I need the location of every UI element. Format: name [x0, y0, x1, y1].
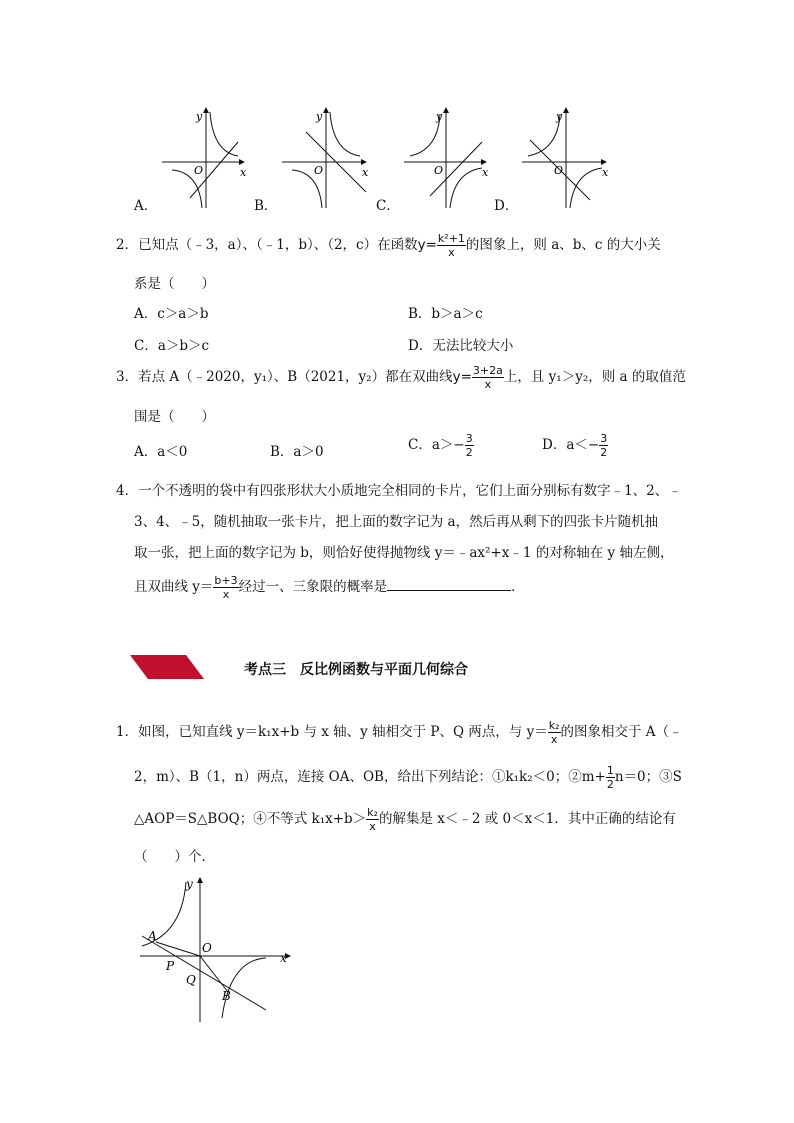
- q4-text-pre: 且双曲线 y＝: [134, 579, 214, 595]
- q5-line2: [134, 764, 682, 791]
- q4-line4: [134, 574, 525, 601]
- graph-a-y: y: [196, 110, 203, 123]
- q5-frac-num: k₂: [548, 719, 560, 732]
- q5-half-den: 2: [606, 778, 614, 791]
- q3-option-c-den: 2: [465, 446, 473, 459]
- q3-frac-num: 3+2a: [472, 364, 503, 377]
- figure-segment-oa: [156, 942, 200, 956]
- q5-line3-pre: △AOP＝S△BOQ；④不等式 k₁x+b＞: [134, 811, 367, 827]
- q3-option-c: [408, 432, 474, 459]
- figure-label-a: A: [148, 929, 157, 943]
- q5-line2-post: n＝0；③S: [614, 769, 682, 785]
- q2-line1: [116, 232, 661, 259]
- graph-c-x: x: [482, 166, 489, 179]
- q2-fraction: [437, 232, 466, 259]
- section-banner: [130, 655, 204, 679]
- q2-func-lhs: y=: [417, 237, 437, 253]
- q5-line2-pre: 2，m）、B（1，n）两点，连接 OA、OB，给出下列结论：①k₁k₂＜0；②m+: [134, 769, 606, 785]
- graph-c-y: y: [436, 110, 443, 123]
- q4-line2: 3、4、﹣5，随机抽取一张卡片，把上面的数字记为 a，然后再从剩下的四张卡片随机抽: [134, 514, 659, 530]
- figure-label-x: x: [280, 951, 287, 965]
- graph-c: [404, 108, 489, 208]
- figure-label-b: B: [222, 989, 231, 1003]
- q5-half-fraction: [606, 764, 615, 791]
- q2-option-a: A．c＞a＞b: [134, 306, 209, 322]
- q2-option-c: C．a＞b＞c: [134, 338, 210, 354]
- q5-frac2-num: k₂: [367, 806, 378, 819]
- q3-line2: 围是（ ）: [134, 409, 215, 425]
- graph-d-o: O: [554, 164, 564, 177]
- q5-text-post: 的图象相交于 A（﹣: [560, 724, 683, 740]
- graph-b-y: y: [316, 110, 323, 123]
- q3-option-c-num: 3: [465, 432, 473, 445]
- q2-option-b: B．b＞a＞c: [408, 306, 483, 322]
- q5-fraction-2: [366, 806, 379, 833]
- graph-a-x: x: [240, 166, 247, 179]
- q3-option-d-num: 3: [600, 432, 608, 445]
- q2-text-post: 的图象上，则 a、b、c 的大小关: [465, 237, 661, 253]
- figure-label-p: P: [166, 959, 175, 973]
- graph-a-o: O: [194, 164, 204, 177]
- graph-d: [522, 108, 609, 208]
- q3-option-d: [542, 432, 608, 459]
- graph-a: [162, 108, 247, 208]
- graph-c-o: O: [434, 164, 444, 177]
- q5-fraction: [548, 719, 561, 746]
- q3-line1: [116, 364, 686, 391]
- figure-segment-ob: [200, 956, 228, 992]
- q3-option-d-label: D．a＜−: [542, 437, 600, 453]
- q3-option-a: A．a＜0: [134, 444, 188, 460]
- q4-frac-den: x: [222, 588, 230, 601]
- q4-answer-blank[interactable]: [387, 578, 511, 591]
- q3-option-d-den: 2: [600, 446, 608, 459]
- graph-b: [282, 108, 369, 208]
- q5-line1: [116, 719, 683, 746]
- q5-line3: [134, 806, 676, 833]
- q3-option-d-fraction: [599, 432, 608, 459]
- q4-line3: 取一张，把上面的数字记为 b，则恰好使得抛物线 y＝﹣ax²+x﹣1 的对称轴在 y 轴左侧，: [134, 545, 674, 561]
- q5-text-pre: 1．如图，已知直线 y＝k₁x+b 与 x 轴、y 轴相交于 P、Q 两点，与 y＝: [116, 724, 548, 740]
- graph-option-b-label: B．: [254, 198, 278, 214]
- q3-func-lhs: y=: [452, 369, 472, 385]
- graph-b-x: x: [362, 166, 369, 179]
- section-title: 考点三 反比例函数与平面几何综合: [244, 662, 468, 678]
- figure-label-q: Q: [186, 973, 196, 987]
- q5-half-num: 1: [606, 764, 614, 777]
- figure-label-y: y: [186, 877, 193, 891]
- q2-frac-den: x: [448, 246, 455, 259]
- graph-option-d-label: D．: [494, 198, 519, 214]
- graph-b-o: O: [314, 164, 324, 177]
- q4-text-end: ．: [511, 579, 525, 595]
- q2-text-pre: 2．已知点（﹣3，a）、（﹣1，b）、（2，c）在函数: [116, 237, 418, 253]
- graph-option-a-label: A．: [134, 198, 158, 214]
- q5-frac-den: x: [550, 733, 558, 746]
- q3-option-c-fraction: [465, 432, 474, 459]
- q4-frac-num: b+3: [214, 574, 238, 587]
- q3-fraction: [472, 364, 504, 391]
- q4-fraction: [213, 574, 238, 601]
- figure-label-o: O: [202, 941, 212, 955]
- q3-option-b: B．a＞0: [270, 444, 324, 460]
- q2-line2: 系是（ ）: [134, 276, 215, 292]
- graph-option-c-label: C．: [376, 198, 400, 214]
- q3-text-pre: 3．若点 A（﹣2020，y₁）、B（2021，y₂）都在双曲线: [116, 369, 453, 385]
- q2-option-d: D．无法比较大小: [408, 338, 514, 354]
- q5-line3-post: 的解集是 x＜﹣2 或 0＜x＜1．其中正确的结论有: [378, 811, 676, 827]
- q4-text-post: 经过一、三象限的概率是: [238, 579, 388, 595]
- graph-d-x: x: [602, 166, 609, 179]
- q5-frac2-den: x: [369, 820, 376, 833]
- graph-d-y: y: [556, 110, 563, 123]
- q3-frac-den: x: [484, 378, 492, 391]
- q2-frac-num: k²+1: [437, 232, 465, 245]
- q3-option-c-label: C．a＞−: [408, 437, 465, 453]
- q4-line1: 4．一个不透明的袋中有四张形状大小质地完全相同的卡片，它们上面分别标有数字﹣1、2、﹣: [116, 483, 682, 499]
- q3-text-post: 上，且 y₁＞y₂，则 a 的取值范: [503, 369, 686, 385]
- q5-figure: [130, 872, 300, 1027]
- q5-line4: （ ）个．: [134, 849, 215, 865]
